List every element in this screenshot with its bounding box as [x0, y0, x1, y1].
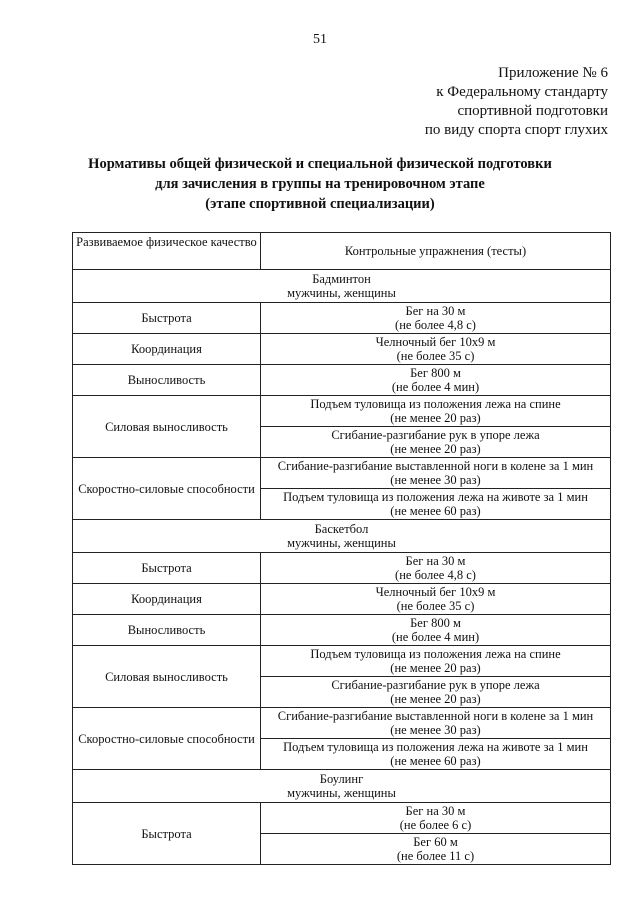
exercise-name: Бег на 30 м: [405, 304, 466, 318]
table-row: [73, 708, 611, 739]
page-number: 51: [313, 32, 327, 47]
exercise-name: Бег 800 м: [410, 616, 461, 630]
sport-section-row: [73, 270, 611, 303]
exercise-norm: (не менее 20 раз): [390, 411, 481, 425]
sport-name: Бадминтон: [312, 272, 371, 286]
quality-cell: Скоростно-силовые способности: [73, 708, 261, 770]
exercise-norm: (не менее 60 раз): [390, 754, 481, 768]
table-row: [73, 803, 611, 834]
exercise-norm: (не менее 20 раз): [390, 661, 481, 675]
exercise-cell: [261, 365, 611, 396]
sport-section-row: [73, 520, 611, 553]
quality-cell: Скоростно-силовые способности: [73, 458, 261, 520]
sport-name: Боулинг: [319, 772, 364, 786]
exercise-norm: (не более 4 мин): [391, 630, 480, 644]
quality-cell: Быстрота: [73, 553, 261, 584]
appendix-line: Приложение № 6: [498, 65, 608, 81]
exercise-cell: [261, 677, 611, 708]
table-row: [73, 646, 611, 677]
title-line: (этапе спортивной специализации): [205, 196, 435, 212]
table-row: [73, 458, 611, 489]
exercise-name: Бег на 30 м: [405, 804, 466, 818]
exercise-name: Подъем туловища из положения лежа на спине: [310, 647, 561, 661]
exercise-norm: (не менее 20 раз): [390, 442, 481, 456]
exercise-name: Челночный бег 10х9 м: [375, 585, 496, 599]
appendix-line: по виду спорта спорт глухих: [424, 122, 608, 138]
sport-gender: мужчины, женщины: [287, 536, 396, 550]
exercise-name: Бег 800 м: [410, 366, 461, 380]
exercise-name: Подъем туловища из положения лежа на животе за 1 мин: [283, 740, 588, 754]
sport-section-cell: [73, 770, 611, 803]
exercise-norm: (не более 35 с): [396, 349, 475, 363]
exercise-cell: [261, 646, 611, 677]
title-line: Нормативы общей физической и специальной физической подготовки: [88, 156, 552, 172]
exercise-cell: [261, 553, 611, 584]
quality-cell: Быстрота: [73, 803, 261, 865]
exercise-cell: [261, 708, 611, 739]
sport-name: Баскетбол: [314, 522, 369, 536]
exercise-cell: [261, 584, 611, 615]
exercise-cell: [261, 739, 611, 770]
table-row: [73, 334, 611, 365]
quality-cell: Выносливость: [73, 365, 261, 396]
quality-cell: Координация: [73, 584, 261, 615]
quality-cell: Выносливость: [73, 615, 261, 646]
exercise-name: Сгибание-разгибание рук в упоре лежа: [331, 428, 540, 442]
quality-cell: Силовая выносливость: [73, 646, 261, 708]
exercise-norm: (не менее 20 раз): [390, 692, 481, 706]
exercise-cell: [261, 615, 611, 646]
exercise-cell: [261, 803, 611, 834]
appendix-block: [425, 64, 608, 140]
table-header-row: [73, 233, 611, 270]
sport-section-cell: [73, 270, 611, 303]
sport-gender: мужчины, женщины: [287, 786, 396, 800]
exercise-name: Челночный бег 10х9 м: [375, 335, 496, 349]
exercise-cell: [261, 458, 611, 489]
table-row: [73, 615, 611, 646]
sport-gender: мужчины, женщины: [287, 286, 396, 300]
exercise-name: Бег на 30 м: [405, 554, 466, 568]
header-quality: Развиваемое физическое качество: [73, 233, 261, 270]
quality-cell: Силовая выносливость: [73, 396, 261, 458]
exercise-norm: (не более 11 с): [396, 849, 475, 863]
exercise-norm: (не менее 30 раз): [390, 723, 481, 737]
table-row: [73, 553, 611, 584]
exercise-norm: (не более 4,8 с): [395, 318, 476, 332]
quality-cell: Быстрота: [73, 303, 261, 334]
exercise-norm: (не более 4 мин): [391, 380, 480, 394]
exercise-norm: (не более 35 с): [396, 599, 475, 613]
norms-table-body: [73, 233, 611, 865]
exercise-name: Сгибание-разгибание рук в упоре лежа: [331, 678, 540, 692]
appendix-line: спортивной подготовки: [457, 103, 608, 119]
exercise-cell: [261, 396, 611, 427]
exercise-cell: [261, 489, 611, 520]
exercise-name: Подъем туловища из положения лежа на животе за 1 мин: [283, 490, 588, 504]
document-title: [0, 154, 640, 214]
exercise-name: Сгибание-разгибание выставленной ноги в колене за 1 мин: [277, 709, 594, 723]
norms-table: [72, 232, 611, 865]
exercise-cell: [261, 427, 611, 458]
sport-section-row: [73, 770, 611, 803]
exercise-norm: (не менее 60 раз): [390, 504, 481, 518]
title-line: для зачисления в группы на тренировочном этапе: [155, 176, 485, 192]
sport-section-cell: [73, 520, 611, 553]
exercise-norm: (не менее 30 раз): [390, 473, 481, 487]
exercise-cell: [261, 834, 611, 865]
table-row: [73, 365, 611, 396]
table-row: [73, 396, 611, 427]
exercise-name: Бег 60 м: [413, 835, 458, 849]
appendix-line: к Федеральному стандарту: [436, 84, 608, 100]
header-tests: Контрольные упражнения (тесты): [261, 233, 611, 270]
exercise-norm: (не более 6 с): [399, 818, 472, 832]
exercise-name: Сгибание-разгибание выставленной ноги в колене за 1 мин: [277, 459, 594, 473]
exercise-cell: [261, 303, 611, 334]
exercise-norm: (не более 4,8 с): [395, 568, 476, 582]
table-row: [73, 584, 611, 615]
table-row: [73, 303, 611, 334]
exercise-name: Подъем туловища из положения лежа на спине: [310, 397, 561, 411]
quality-cell: Координация: [73, 334, 261, 365]
exercise-cell: [261, 334, 611, 365]
